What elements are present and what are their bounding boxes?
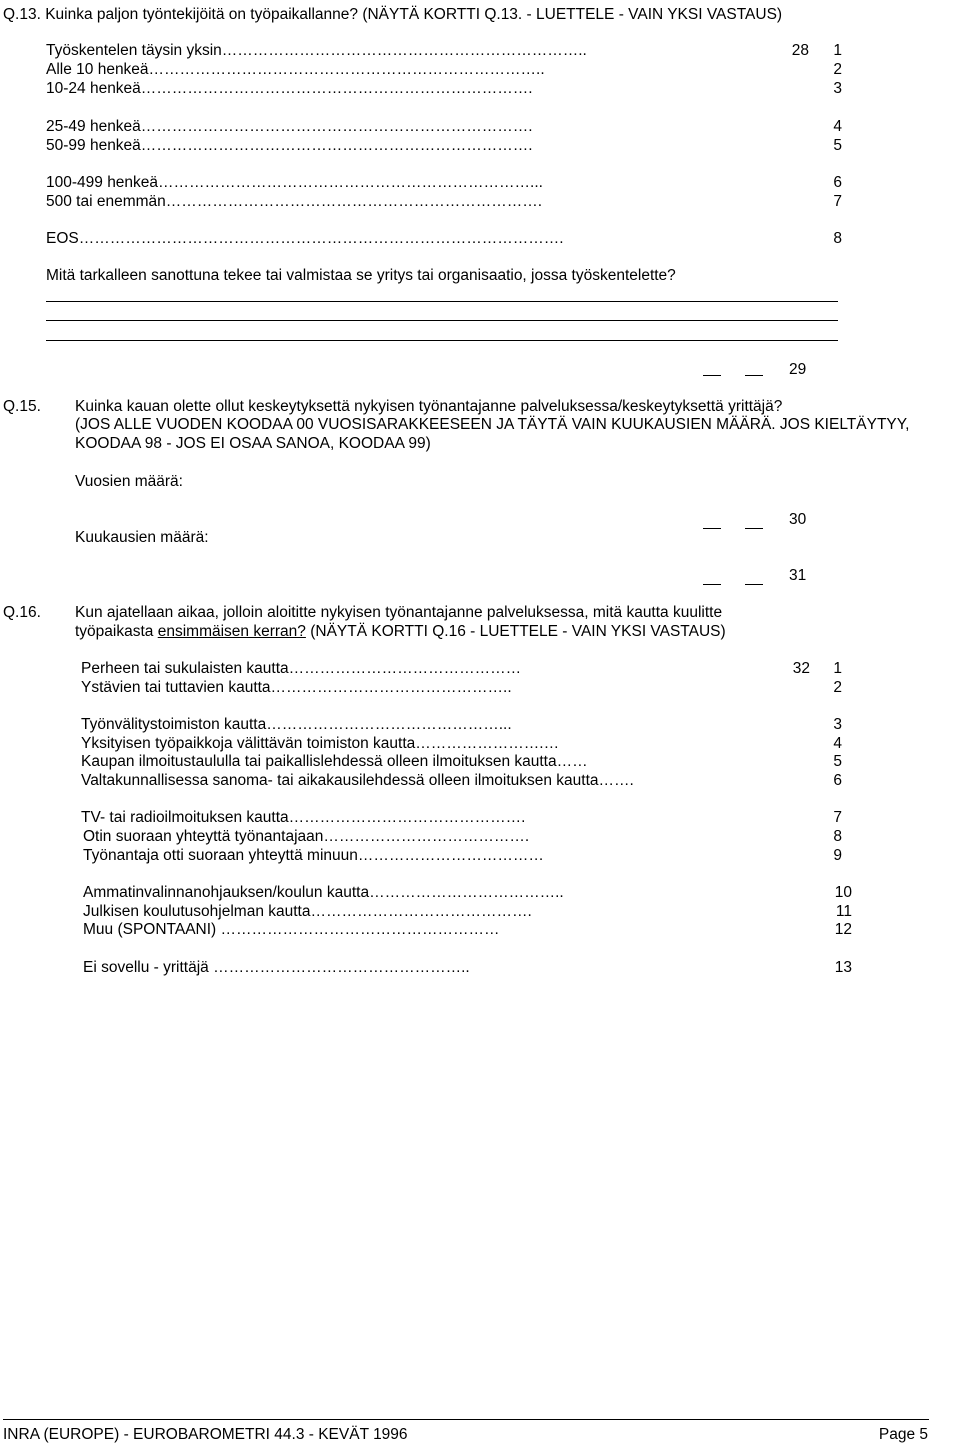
q15-question: Kuinka kauan olette ollut keskeytyksettä nykyisen työnantajanne palveluksessa/keskeytyksettä yrittäjä? [75, 398, 783, 415]
q13-followup-question: Mitä tarkalleen sanottuna tekee tai valmistaa se yritys tai organisaatio, jossa työskentelette? [46, 267, 676, 284]
q16-option-label: Ystävien tai tuttavien kautta……………………………………….. [81, 679, 512, 696]
answer-line[interactable] [46, 301, 838, 302]
q13-option-code: 1 [833, 42, 842, 59]
q16-option-code: 4 [833, 735, 842, 752]
q16-question-part: työpaikasta [75, 623, 158, 640]
q13-option-code: 5 [833, 137, 842, 154]
q15-years-column-number: 30 [789, 511, 807, 528]
q16-question: Kun ajatellaan aikaa, jolloin aloititte nykyisen työnantajanne palveluksessa, mitä kautta kuulitte [75, 604, 723, 621]
q16-option-code: 6 [833, 772, 842, 789]
q16-option-label: Muu (SPONTAANI) ……………………………………………… [83, 921, 500, 938]
q13-column-number: 28 [791, 42, 809, 59]
q13-option-label: 10-24 henkeä…………………………………………………………………. [46, 80, 533, 97]
q16-option-code: 5 [833, 753, 842, 770]
q13-option-label: Alle 10 henkeä………………………………………………………………….. [46, 61, 545, 78]
q16-option-code: 9 [833, 847, 842, 864]
q16-question-part: (NÄYTÄ KORTTI Q.16 - LUETTELE - VAIN YKSI VASTAUS) [305, 623, 726, 640]
q15-instruction: (JOS ALLE VUODEN KOODAA 00 VUOSISARAKKEESEEN JA TÄYTÄ VAIN KUUKAUSIEN MÄÄRÄ. JOS KIELTÄYTYY, [75, 416, 910, 433]
q13-option-code: 4 [833, 118, 842, 135]
footer-divider [3, 1419, 929, 1420]
answer-line[interactable] [46, 320, 838, 321]
q16-option-code: 12 [834, 921, 852, 938]
q13-option-label: 25-49 henkeä…………………………………………………………………. [46, 118, 533, 135]
q15-months-column-number: 31 [789, 567, 807, 584]
q15-instruction: KOODAA 98 - JOS EI OSAA SANOA, KOODAA 99) [75, 435, 431, 452]
q16-option-label: Työnantaja otti suoraan yhteyttä minuun……………………………… [83, 847, 544, 864]
q13-option-code: 3 [833, 80, 842, 97]
q13-followup-column-number: 29 [789, 361, 807, 378]
q16-option-label: Yksityisen työpaikkoja välittävän toimiston kautta…………………….… [81, 735, 560, 752]
page-number: Page 5 [878, 1426, 928, 1443]
footer-left: INRA (EUROPE) - EUROBAROMETRI 44.3 - KEVÄT 1996 [3, 1426, 408, 1443]
q16-option-label: Otin suoraan yhteyttä työnantajaan…………………………………. [83, 828, 530, 845]
code-box-blank[interactable] [703, 528, 721, 529]
q16-option-label: Valtakunnallisessa sanoma- tai aikakausilehdessä olleen ilmoituksen kautta……. [81, 772, 634, 789]
q16-option-label: Kaupan ilmoitustaululla tai paikallislehdessä olleen ilmoituksen kautta…… [81, 753, 588, 770]
code-box-blank[interactable] [703, 375, 721, 376]
q16-option-code: 11 [835, 903, 852, 920]
q16-question-line-2 [75, 622, 726, 641]
q16-option-code: 7 [833, 809, 842, 826]
q16-column-number: 32 [792, 660, 810, 677]
code-box-blank[interactable] [745, 375, 763, 376]
code-box-blank[interactable] [703, 584, 721, 585]
q16-option-label: Ammatinvalinnanohjauksen/koulun kautta……………………………….. [83, 884, 564, 901]
q16-option-code: 2 [833, 679, 842, 696]
q13-option-code: 7 [833, 193, 842, 210]
q16-option-code: 3 [833, 716, 842, 733]
q15-years-label: Vuosien määrä: [75, 473, 183, 490]
answer-line[interactable] [46, 340, 838, 341]
q16-option-label: Perheen tai sukulaisten kautta……………………………………… [81, 660, 522, 677]
q16-option-label: Työnvälitystoimiston kautta………………………………………... [81, 716, 512, 733]
q16-option-label: Julkisen koulutusohjelman kautta……………………………………. [83, 903, 532, 920]
q13-title: Q.13. Kuinka paljon työntekijöitä on työpaikallanne? (NÄYTÄ KORTTI Q.13. - LUETTELE - VAIN YKSI VASTAUS) [3, 6, 783, 23]
q16-question-emphasis: ensimmäisen kerran? [157, 623, 306, 640]
q13-option-code: 6 [833, 174, 842, 191]
q13-option-label: Työskentelen täysin yksin…………………………………………………………….. [46, 42, 587, 59]
code-box-blank[interactable] [745, 528, 763, 529]
q13-option-label: 50-99 henkeä…………………………………………………………………. [46, 137, 533, 154]
q13-option-code: 8 [833, 230, 842, 247]
q16-option-code: 13 [834, 959, 852, 976]
q15-months-label: Kuukausien määrä: [75, 529, 209, 546]
q16-option-code: 1 [833, 660, 842, 677]
q13-option-code: 2 [833, 61, 842, 78]
q13-option-label: EOS…………………………………………………………………………………. [46, 230, 564, 247]
q15-number: Q.15. [3, 398, 41, 415]
code-box-blank[interactable] [745, 584, 763, 585]
q16-option-code: 10 [834, 884, 852, 901]
q16-option-label: TV- tai radioilmoituksen kautta………………………………………. [81, 809, 526, 826]
q16-option-label: Ei sovellu - yrittäjä ………………………………………….. [83, 959, 470, 976]
q13-option-label: 100-499 henkeä………………………………………………………………... [46, 174, 543, 191]
q16-option-code: 8 [833, 828, 842, 845]
q16-number: Q.16. [3, 604, 41, 621]
q13-option-label: 500 tai enemmän………………………………………………………………. [46, 193, 543, 210]
